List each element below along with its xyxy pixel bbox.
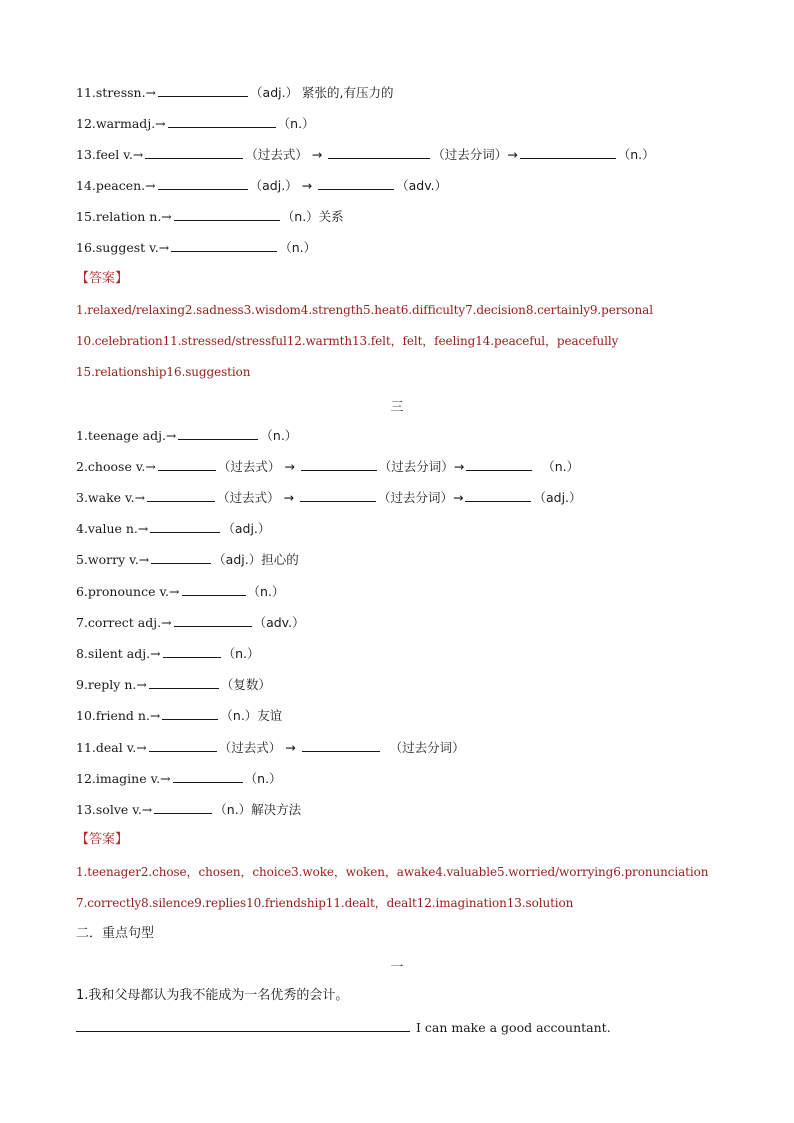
sentence-fill-line xyxy=(76,1019,611,1036)
item-hint: （过去分词） xyxy=(381,740,465,755)
item-hint: （adj.） → xyxy=(249,178,317,193)
item-hint: （adj.）担心的 xyxy=(213,552,299,567)
answer-blank[interactable] xyxy=(301,458,377,471)
answer-blank[interactable] xyxy=(158,458,216,471)
item-hint: （n.） xyxy=(260,428,298,443)
item-prompt: 10.friend n.→ xyxy=(76,708,161,723)
vocab-item xyxy=(76,676,271,693)
item-hint: （过去式） → xyxy=(217,459,299,474)
answer-line: 1.teenager2.chose，chosen，choice3.woke，woken，awake4.valuable5.worried/worrying6.pronunciation xyxy=(76,865,709,879)
item-hint: （n.） xyxy=(277,116,315,131)
answer-blank[interactable] xyxy=(147,489,215,502)
answer-line: 7.correctly8.silence9.replies10.friendship11.dealt，dealt12.imagination13.solution xyxy=(76,896,574,910)
vocab-item xyxy=(76,84,394,101)
item-hint: （adv.） xyxy=(253,615,305,630)
answer-blank[interactable] xyxy=(171,239,277,252)
item-prompt: 4.value n.→ xyxy=(76,521,149,536)
vocab-item xyxy=(76,427,297,444)
answer-blank[interactable] xyxy=(145,146,243,159)
answer-blank[interactable] xyxy=(154,801,212,814)
section-three-heading: 三 xyxy=(390,400,404,415)
sentence-tail: I can make a good accountant. xyxy=(415,1020,611,1035)
answer-line: 15.relationship16.suggestion xyxy=(76,365,251,379)
item-hint: （过去分词）→ xyxy=(432,147,518,162)
item-prompt: 13.solve v.→ xyxy=(76,802,153,817)
item-prompt: 6.pronounce v.→ xyxy=(76,584,180,599)
vocab-item xyxy=(76,177,447,194)
answer-blank[interactable] xyxy=(300,489,376,502)
vocab-item xyxy=(76,770,282,787)
answer-blank[interactable] xyxy=(465,489,531,502)
item-hint: （n.） xyxy=(534,459,580,474)
item-hint: （过去分词）→ xyxy=(377,490,464,505)
vocab-item xyxy=(76,801,301,818)
vocab-item xyxy=(76,239,316,256)
item-hint: （adj.） xyxy=(222,521,271,536)
answer-blank[interactable] xyxy=(328,146,430,159)
item-hint: （n.） xyxy=(279,240,317,255)
answer-blank[interactable] xyxy=(158,177,248,190)
item-hint: （n.） xyxy=(247,584,285,599)
item-hint: （adj.） 紧张的,有压力的 xyxy=(250,85,394,100)
item-hint: （n.）友谊 xyxy=(220,708,283,723)
vocab-item xyxy=(76,551,299,568)
answer-blank[interactable] xyxy=(520,146,616,159)
section-two-heading: 二．重点句型 xyxy=(76,926,155,941)
vocab-item xyxy=(76,583,284,600)
vocab-item xyxy=(76,146,655,163)
item-prompt: 15.relation n.→ xyxy=(76,209,172,224)
item-prompt: 8.silent adj.→ xyxy=(76,646,161,661)
answer-blank[interactable] xyxy=(151,551,211,564)
answer-blank[interactable] xyxy=(466,458,532,471)
section-one-heading: 一 xyxy=(390,960,404,975)
answer-label: 【答案】 xyxy=(76,832,129,847)
item-prompt: 12.imagine v.→ xyxy=(76,771,171,786)
item-prompt: 5.worry v.→ xyxy=(76,552,150,567)
answer-label: 【答案】 xyxy=(76,271,129,286)
vocab-item xyxy=(76,489,582,506)
answer-blank[interactable] xyxy=(162,707,218,720)
item-prompt: 14.peacen.→ xyxy=(76,178,156,193)
answer-line: 10.celebration11.stressed/stressful12.warmth13.felt，felt，feeling14.peaceful，peacefully xyxy=(76,334,619,348)
answer-line: 1.relaxed/relaxing2.sadness3.wisdom4.strength5.heat6.difficulty7.decision8.certainly9.personal xyxy=(76,303,653,317)
answer-blank[interactable] xyxy=(168,115,276,128)
vocab-item xyxy=(76,739,465,756)
item-prompt: 9.reply n.→ xyxy=(76,677,147,692)
item-hint: （adj.） xyxy=(533,490,582,505)
item-hint: （adv.） xyxy=(396,178,448,193)
item-prompt: 12.warmadj.→ xyxy=(76,116,166,131)
item-prompt: 13.feel v.→ xyxy=(76,147,144,162)
item-hint: （过去式） → xyxy=(217,490,298,505)
item-hint: （n.）解决方法 xyxy=(214,802,302,817)
item-hint: （n.） xyxy=(617,147,655,162)
item-hint: （n.） xyxy=(222,646,260,661)
answer-blank[interactable] xyxy=(76,1019,410,1032)
item-hint: （过去式） → xyxy=(218,740,300,755)
answer-blank[interactable] xyxy=(182,583,246,596)
item-hint: （n.） xyxy=(244,771,282,786)
item-prompt: 11.deal v.→ xyxy=(76,740,147,755)
vocab-item xyxy=(76,458,579,475)
answer-blank[interactable] xyxy=(158,84,248,97)
item-hint: （过去分词）→ xyxy=(378,459,465,474)
vocab-item xyxy=(76,520,270,537)
item-prompt: 2.choose v.→ xyxy=(76,459,156,474)
vocab-item xyxy=(76,614,305,631)
vocab-item xyxy=(76,208,344,225)
sentence-prompt: 1.我和父母都认为我不能成为一名优秀的会计。 xyxy=(76,988,349,1003)
answer-blank[interactable] xyxy=(149,739,217,752)
item-prompt: 3.wake v.→ xyxy=(76,490,146,505)
answer-blank[interactable] xyxy=(174,614,252,627)
item-hint: （复数） xyxy=(220,677,271,692)
answer-blank[interactable] xyxy=(178,427,258,440)
vocab-item xyxy=(76,645,259,662)
answer-blank[interactable] xyxy=(174,208,280,221)
answer-blank[interactable] xyxy=(163,645,221,658)
answer-blank[interactable] xyxy=(173,770,243,783)
item-prompt: 11.stressn.→ xyxy=(76,85,157,100)
item-hint: （n.）关系 xyxy=(281,209,344,224)
vocab-item xyxy=(76,115,315,132)
answer-blank[interactable] xyxy=(149,676,219,689)
answer-blank[interactable] xyxy=(318,177,394,190)
item-prompt: 7.correct adj.→ xyxy=(76,615,172,630)
answer-blank[interactable] xyxy=(150,520,220,533)
item-prompt: 16.suggest v.→ xyxy=(76,240,170,255)
answer-blank[interactable] xyxy=(302,739,380,752)
vocab-item xyxy=(76,707,282,724)
item-prompt: 1.teenage adj.→ xyxy=(76,428,177,443)
item-hint: （过去式） → xyxy=(245,147,327,162)
